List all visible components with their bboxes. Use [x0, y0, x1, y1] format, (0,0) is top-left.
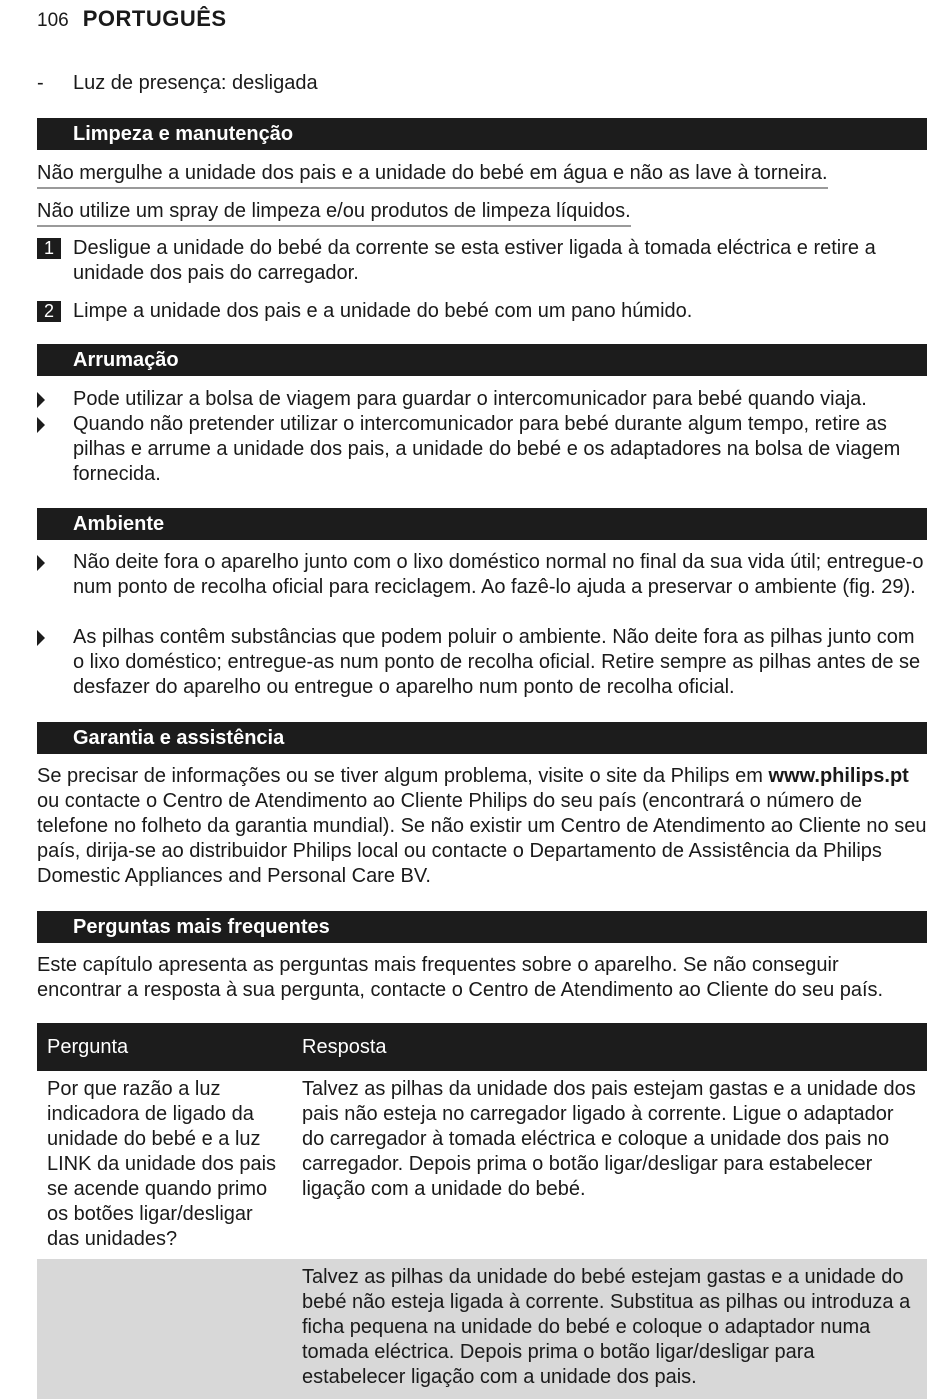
- storage-bullet-1: [37, 387, 927, 415]
- step-number: 2: [37, 301, 61, 322]
- bullet-text: Pode utilizar a bolsa de viagem para guardar o intercomunicador para bebé quando viaja.: [73, 388, 867, 410]
- environment-bullet-2: [37, 625, 927, 700]
- section-title-environment: Ambiente: [37, 508, 927, 540]
- bullet-text: Não deite fora o aparelho junto com o lixo doméstico normal no final da sua vida útil; entregue-o num ponto de recolha oficial para reciclagem. Ao fazê-lo ajuda a preservar o ambiente (fig. 29).: [73, 551, 924, 598]
- faq-question: Por que razão a luz indicadora de ligado da unidade do bebé e a luz LINK da unidade dos pais se acende quando primo os botões ligar/desligar das unidades?: [47, 1078, 277, 1250]
- presence-light-text: Luz de presença: desligada: [73, 72, 318, 94]
- cleaning-step-2: [37, 299, 927, 324]
- warning-no-water: Não mergulhe a unidade dos pais e a unidade do bebé em água e não as lave à torneira.: [37, 160, 828, 189]
- presence-light-item: [37, 72, 318, 95]
- step-text: Desligue a unidade do bebé da corrente se esta estiver ligada à tomada eléctrica e retire a unidade dos pais do carregador.: [73, 237, 876, 284]
- table-row: [37, 1071, 927, 1259]
- page-header: [37, 6, 227, 36]
- bullet-text: Quando não pretender utilizar o intercomunicador para bebé durante algum tempo, retire as pilhas e arrume a unidade dos pais, a unidade do bebé e os adaptadores na bolsa de viagem fornecida.: [73, 413, 901, 485]
- warranty-text-after: ou contacte o Centro de Atendimento ao Cliente Philips do seu país (encontrará o número de telefone no folheto da garantia mundial). Se não existir um Centro de Atendimento ao Cliente no seu país, dirija-se ao distribuidor Philips local ou contacte o Departamento de Assistência da Philips Domestic Appliances and Personal Care BV.: [37, 790, 927, 887]
- storage-bullet-2: [37, 412, 927, 487]
- section-title-faq: Perguntas mais frequentes: [37, 911, 927, 943]
- language-title: PORTUGUÊS: [82, 6, 227, 31]
- faq-question: [37, 1259, 292, 1399]
- column-header-answer: Resposta: [302, 1035, 387, 1058]
- step-text: Limpe a unidade dos pais e a unidade do bebé com um pano húmido.: [73, 300, 693, 322]
- warranty-paragraph: [37, 764, 927, 889]
- page-number: 106: [37, 10, 69, 31]
- section-title-warranty: Garantia e assistência: [37, 722, 927, 754]
- dash-marker: -: [37, 72, 44, 94]
- faq-answer: Talvez as pilhas da unidade do bebé estejam gastas e a unidade do bebé não esteja ligada à corrente. Substitua as pilhas ou introduza a ficha pequena na unidade do bebé e coloque o adaptador numa tomada eléctrica. Depois prima o botão ligar/desligar para estabelecer ligação com a unidade dos pais.: [302, 1266, 911, 1388]
- table-row: [37, 1259, 927, 1399]
- step-number: 1: [37, 238, 61, 259]
- environment-bullet-1: [37, 550, 927, 600]
- section-title-storage: Arrumação: [37, 344, 927, 376]
- warranty-text-before: Se precisar de informações ou se tiver algum problema, visite o site da Philips em: [37, 765, 769, 787]
- faq-table: [37, 1023, 927, 1399]
- bullet-triangle-icon: [37, 625, 73, 700]
- bullet-triangle-icon: [37, 412, 73, 487]
- bullet-text: As pilhas contêm substâncias que podem poluir o ambiente. Não deite fora as pilhas junto com o lixo doméstico; entregue-as num ponto de recolha oficial. Retire sempre as pilhas antes de se desfazer do aparelho ou entregue o aparelho num ponto de recolha oficial.: [73, 626, 921, 698]
- warning-no-spray: Não utilize um spray de limpeza e/ou produtos de limpeza líquidos.: [37, 198, 631, 227]
- bullet-triangle-icon: [37, 387, 73, 415]
- column-header-question: Pergunta: [47, 1035, 129, 1058]
- faq-table-header: [37, 1023, 927, 1071]
- faq-answer: Talvez as pilhas da unidade dos pais estejam gastas e a unidade dos pais não esteja no carregador ligado à corrente. Ligue o adaptador do carregador à tomada eléctrica e coloque a unidade dos pais no carregador. Depois prima o botão ligar/desligar para estabelecer ligação com a unidade do bebé.: [302, 1078, 916, 1200]
- philips-website-link[interactable]: www.philips.pt: [768, 765, 909, 787]
- section-title-cleaning: Limpeza e manutenção: [37, 118, 927, 150]
- cleaning-step-1: [37, 236, 927, 286]
- faq-intro: Este capítulo apresenta as perguntas mais frequentes sobre o aparelho. Se não conseguir encontrar a resposta à sua pergunta, contacte o Centro de Atendimento ao Cliente do seu país.: [37, 954, 884, 1001]
- bullet-triangle-icon: [37, 550, 73, 600]
